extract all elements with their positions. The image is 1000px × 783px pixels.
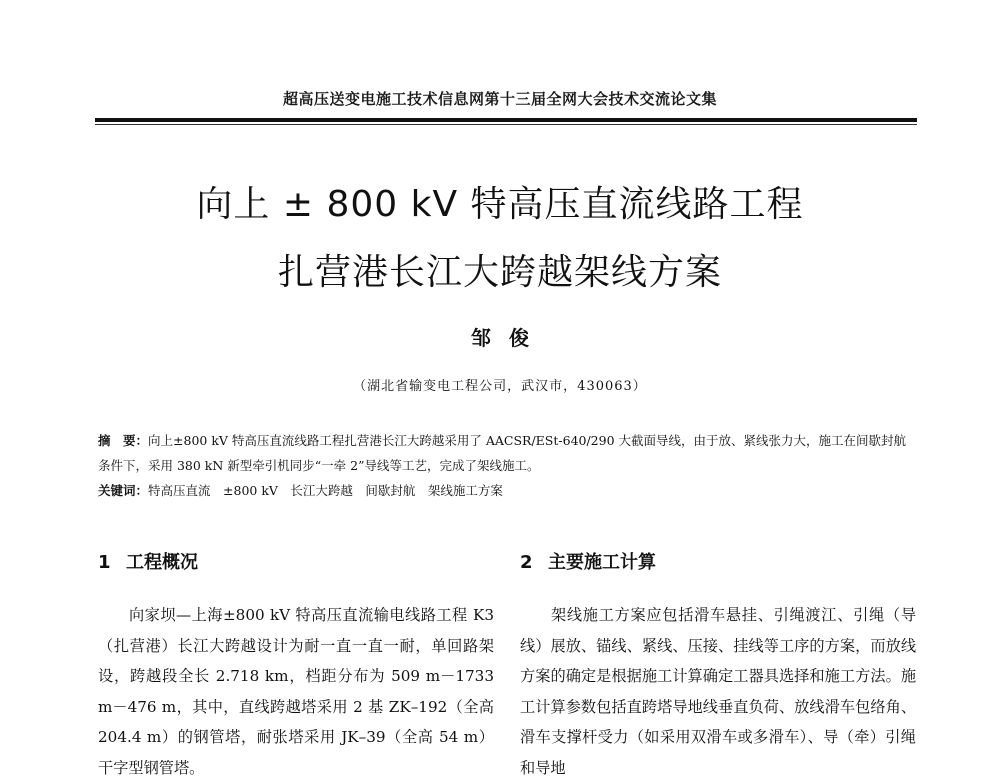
- column-right: [520, 548, 916, 783]
- keywords-text: 特高压直流 ±800 kV 长江大跨越 间歇封航 架线施工方案: [148, 483, 503, 498]
- header-rule-thin: [95, 124, 917, 125]
- author-name: 邹俊: [471, 326, 547, 350]
- author-affiliation: （湖北省输变电工程公司，武汉市，430063）: [353, 379, 647, 394]
- section-2-heading: [520, 548, 916, 574]
- running-head: 超高压送变电施工技术信息网第十三届全网大会技术交流论文集: [282, 90, 717, 108]
- section-2-body: 架线施工方案应包括滑车悬挂、引绳渡江、引绳（导线）展放、锚线、紧线、压接、挂线等工序的方案，而放线方案的确定是根据施工计算确定工器具选择和施工方法。施工计算参数包括直跨塔导地线垂直负荷、放线滑车包络角、滑车支撑杆受力（如采用双滑车或多滑车）、导（牵）引绳和导地: [520, 606, 916, 777]
- section-2-number: 2: [520, 552, 533, 573]
- section-2-title: 主要施工计算: [548, 552, 656, 573]
- keywords-label: 关键词：: [98, 483, 149, 498]
- section-1-title: 工程概况: [126, 552, 198, 573]
- section-1-heading: [98, 548, 494, 574]
- header-rule-thick: [95, 118, 917, 122]
- paper-title-line-1: 向上 ± 800 kV 特高压直流线路工程: [196, 184, 804, 225]
- section-1-number: 1: [98, 552, 111, 573]
- section-1-body: 向家坝—上海±800 kV 特高压直流输电线路工程 K3（扎营港）长江大跨越设计为耐一直一直一耐，单回路架设，跨越段全长 2.718 km，档距分布为 509 m－1733 m－476 m，其中，直线跨越塔采用 2 基 ZK–192（全高 204.4 m）的钢管塔，耐张塔采用 JK–39（全高 54 m）干字型钢管塔。: [98, 606, 494, 777]
- keywords: [98, 478, 918, 503]
- abstract: [98, 428, 918, 478]
- abstract-block: [98, 428, 918, 503]
- abstract-label: 摘 要：: [98, 433, 149, 448]
- abstract-text: 向上±800 kV 特高压直流线路工程扎营港长江大跨越采用了 AACSR/ESt-640/290 大截面导线，由于放、紧线张力大，施工在间歇封航条件下，采用 380 kN 新型牵引机同步“一牵 2”导线等工艺，完成了架线施工。: [98, 433, 907, 473]
- paper-title-line-2: 扎营港长江大跨越架线方案: [277, 252, 722, 293]
- column-left: [98, 548, 494, 783]
